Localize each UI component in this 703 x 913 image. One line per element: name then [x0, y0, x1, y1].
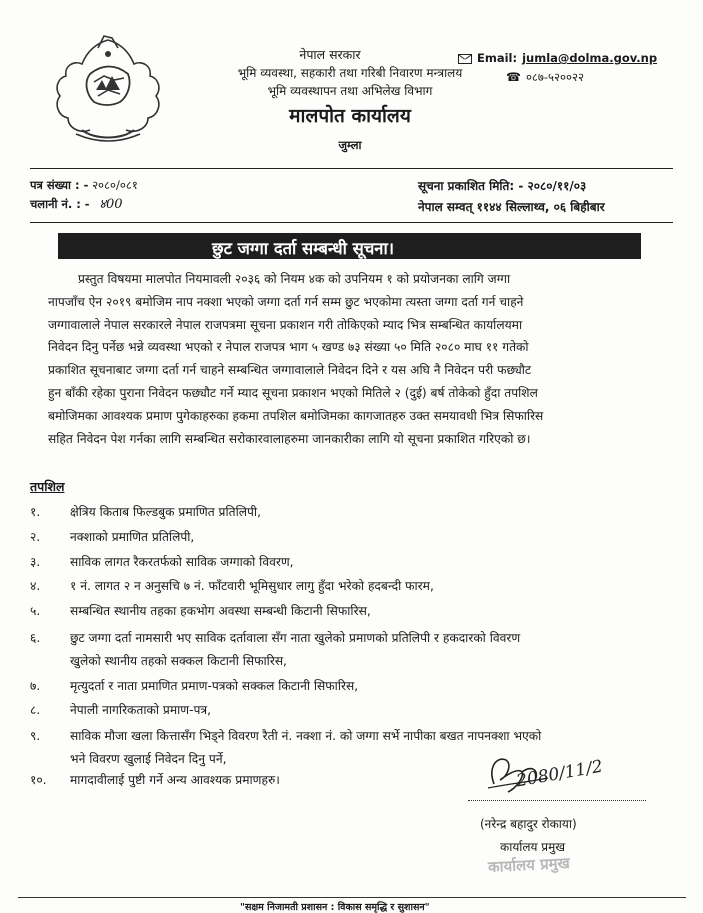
list-item-text: नेपाली नागरिकताको प्रमाण-पत्र,	[70, 703, 212, 717]
patra-label: पत्र संख्या : -	[30, 178, 89, 192]
list-item-number: २.	[30, 530, 41, 544]
chalani-label: चलानी नं. : -	[30, 197, 90, 211]
body-line: प्रकाशित सूचनाबाट जग्गा दर्ता गर्न चाहने सम्बन्धित जग्गावालाले निवेदन दिने र यस अघि नै निवेदन परी फछ्यौट	[48, 363, 532, 378]
published-label: सूचना प्रकाशित मिति: -	[418, 179, 524, 193]
list-item	[30, 627, 520, 673]
nepal-sambat-date: नेपाल सम्वत् ११४४ सिल्लाथ्व, ०६ बिहीबार	[418, 200, 605, 214]
patra-value: २०८०/०८१	[92, 178, 138, 192]
list-item-text: छुट जग्गा दर्ता नामसारी भए साविक दर्तावाला सँग नाता खुलेको प्रमाणको प्रतिलिपी र हकदारको विवरण	[70, 631, 521, 645]
department-name: भूमि व्यवस्थापन तथा अभिलेख विभाग	[267, 84, 433, 98]
list-item-number: ९.	[30, 729, 41, 743]
list-item-number: ४.	[30, 579, 41, 593]
chalani-value: ४00	[99, 197, 123, 212]
email-link[interactable]: jumla@dolma.gov.np	[522, 51, 658, 65]
body-line: जग्गावालाले नेपाल सरकारले नेपाल राजपत्रमा सूचना प्रकाशन गरी तोकिएको म्याद भित्र सम्बन्धित कार्यालयमा	[48, 317, 523, 332]
list-item	[30, 602, 371, 619]
email-label: Email:	[477, 51, 518, 65]
list-item	[30, 503, 261, 520]
list-item-text: सम्बन्धित स्थानीय तहका हकभोग अवस्था सम्बन्धी किटानी सिफारिस,	[70, 604, 371, 618]
mail-icon	[458, 54, 472, 64]
list-item	[30, 577, 434, 594]
body-line: सहित निवेदन पेश गर्नका लागि सम्बन्धित सरोकारवालाहरुमा जानकारीका लागि यो सूचना प्रकाशित गरिएको छ।	[48, 431, 531, 446]
reference-block	[30, 176, 138, 214]
date-block	[418, 176, 605, 218]
office-location: जुम्ला	[338, 138, 362, 152]
meta-divider	[30, 222, 673, 223]
signatory-name: (नरेन्द्र बहादुर रोकाया)	[480, 817, 577, 831]
list-item	[30, 771, 280, 788]
office-name: मालपोत कार्यालय	[289, 105, 411, 127]
list-item	[30, 553, 294, 570]
phone-icon: ☎	[506, 70, 521, 84]
contact-block	[458, 49, 657, 87]
list-item-number: १.	[30, 505, 41, 519]
signatory-designation: कार्यालय प्रमुख	[500, 840, 566, 854]
notice-body	[48, 268, 660, 450]
published-value: २०८०/११/०३	[527, 179, 587, 193]
signature-line	[468, 800, 646, 801]
list-item-continuation: खुलेको स्थानीय तहको सक्कल किटानी सिफारिस,	[70, 654, 287, 668]
phone-number: ०८७-५२००२२	[525, 70, 584, 84]
footer-slogan: "सक्षम निजामती प्रशासन : विकास समृद्धि र सुशासन"	[240, 902, 430, 913]
list-item-text: नक्शाको प्रमाणित प्रतिलिपी,	[70, 530, 195, 544]
body-line: हुन बाँकी रहेका पुराना निवेदन फछ्यौट गर्ने म्याद सूचना प्रकाशन भएको मितिले २ (दुई) बर्ष तोकेको हुँदा तपशिल	[48, 385, 538, 400]
ministry-name: भूमि व्यवस्था, सहकारी तथा गरिबी निवारण मन्त्रालय	[237, 66, 463, 80]
list-item-text: साविक मौजा खला कित्तासँग भिड्ने विवरण रैती नं. नक्शा नं. को जग्गा सर्भे नापीका बखत नापनक्शा भएको	[70, 729, 542, 743]
body-line: बमोजिमका आवश्यक प्रमाण पुगेकाहरुका हकमा तपशिल बमोजिमका कागजातहरु उक्त समयावधी भित्र सिफारिस	[48, 408, 544, 423]
list-item-continuation: भने विवरण खुलाई निवेदन दिनु पर्ने,	[70, 752, 227, 766]
list-item-number: ७.	[30, 679, 41, 693]
signature-date: 2080/11/2	[514, 756, 605, 792]
list-item-number: ६.	[30, 631, 41, 645]
list-item	[30, 677, 358, 694]
list-item-text: १ नं. लागत २ न अनुसचि ७ नं. फाँटवारी भूमिसुधार लागु हुँदा भरेको हदबन्दी फारम,	[70, 579, 434, 593]
body-line: निवेदन दिनु पर्नेछ भन्ने व्यवस्था भएको र नेपाल राजपत्र भाग ५ खण्ड ७३ संख्या ५० मिति २०८० माघ ११ गतेको	[48, 340, 529, 355]
list-item-text: मृत्युदर्ता र नाता प्रमाणित प्रमाण-पत्रको सक्कल किटानी सिफारिस,	[70, 679, 359, 693]
list-item-number: ८.	[30, 703, 41, 717]
government-name: नेपाल सरकार	[299, 47, 361, 62]
list-title: तपशिल	[30, 479, 65, 494]
list-item-text: मागदावीलाई पुष्टी गर्ने अन्य आवश्यक प्रमाणहरु।	[70, 773, 280, 787]
footer-divider	[18, 897, 686, 898]
list-item	[30, 528, 194, 545]
header-divider	[30, 168, 673, 169]
letterhead	[200, 46, 500, 154]
list-item	[30, 725, 541, 771]
list-item-number: ३.	[30, 555, 41, 569]
notice-title: छुट जग्गा दर्ता सम्बन्धी सूचना।	[212, 239, 394, 258]
list-item	[30, 701, 211, 718]
list-item-number: ५.	[30, 604, 41, 618]
body-line: प्रस्तुत विषयमा मालपोत नियमावली २०३६ को नियम ४क को उपनियम १ को प्रयोजनका लागि जग्गा	[78, 272, 511, 286]
office-stamp: कार्यालय प्रमुख	[487, 853, 571, 877]
body-line: नापजाँच ऐन २०१९ बमोजिम नाप नक्शा भएको जग्गा दर्ता गर्न सम्म छुट भएकोमा त्यस्ता जग्गा दर्ता गर्न चाहने	[48, 294, 524, 309]
list-item-text: साविक लागत रैकरतर्फको साविक जग्गाको विवरण,	[70, 555, 294, 569]
list-item-text: क्षेत्रिय किताब फिल्डबुक प्रमाणित प्रतिलिपी,	[70, 505, 261, 519]
list-item-number: १०.	[30, 773, 47, 787]
